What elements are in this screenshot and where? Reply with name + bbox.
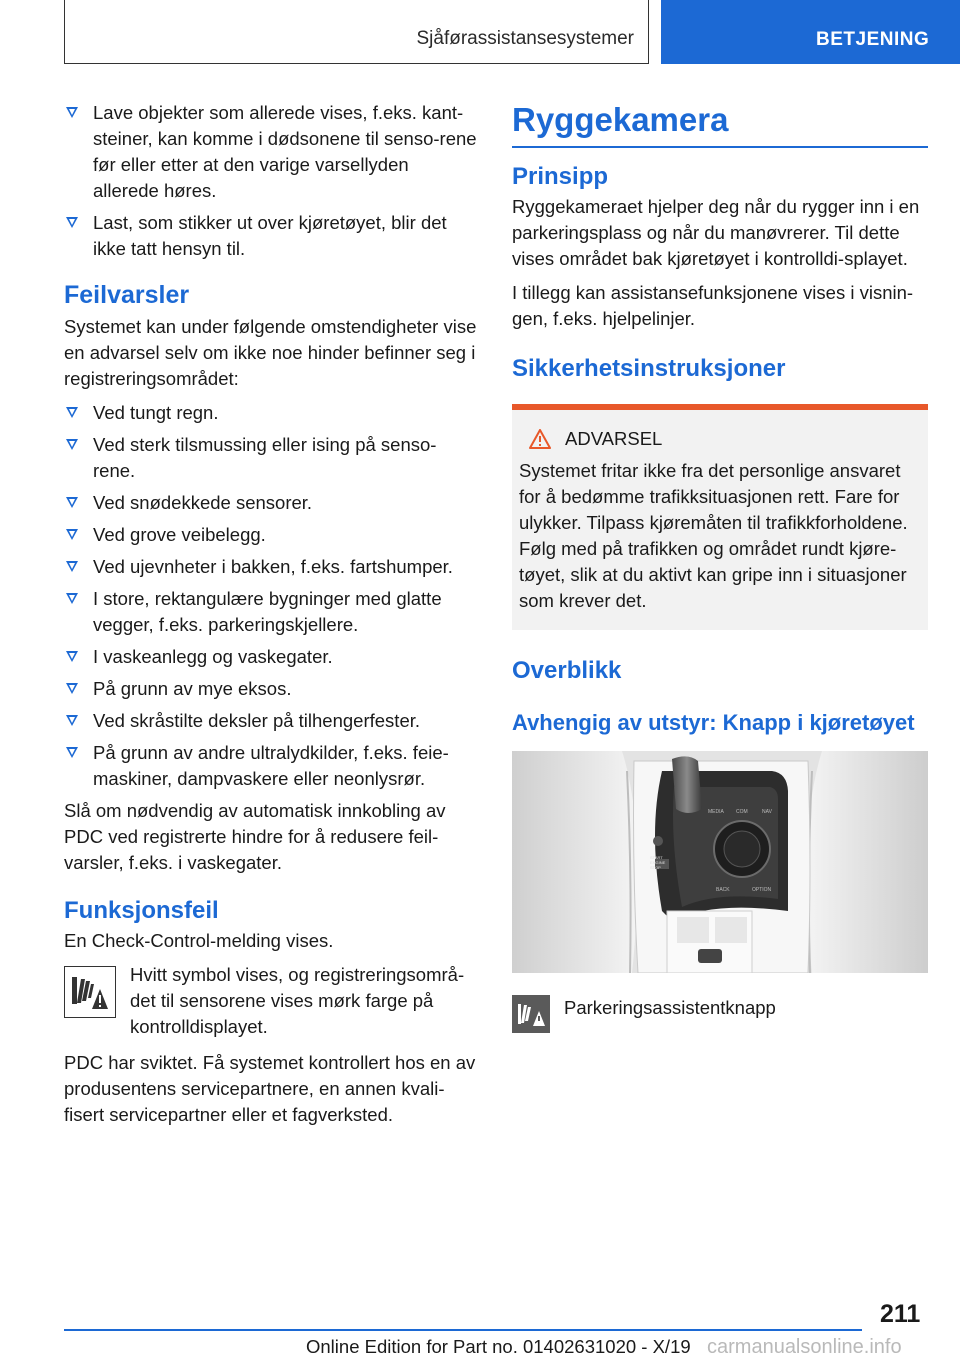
list-item: Ved grove veibelegg. [64,522,478,548]
feilvarsler-outro: Slå om nødvendig av automatisk innkobling av PDC ved registrerte hindre for å redusere feil-varsler, f.eks. i vaskegater. [64,800,446,873]
warning-triangle-icon [529,429,551,449]
page-title: Ryggekamera [512,101,729,138]
pdc-failed-text: PDC har sviktet. Få systemet kontrollert hos en av produsentens servicepartnere, en annen kvali-fisert servicepartner eller et fagverksted. [64,1052,476,1125]
header-section-box [64,0,649,64]
bullet-triangle-icon [66,683,78,694]
header-chapter-box [661,0,960,64]
photo-label-start-stop: START ENGINE STOP [650,854,666,870]
photo-label-back: BACK [716,886,730,893]
header-section-title: Sjåførassistansesystemer [416,28,634,49]
list-item: Ved tungt regn. [64,400,478,426]
list-item: Last, som stikker ut over kjøretøyet, blir det ikke tatt hensyn til. [64,210,478,262]
bullet-triangle-icon [66,439,78,450]
right-column [512,100,928,1043]
photo-label-media: MEDIA [708,808,724,815]
photo-label-com: COM [736,808,748,815]
symbol-text: Hvitt symbol vises, og registreringsområ-det til sensorene vises mørk farge på kontrolldisplayet. [130,964,465,1037]
sikkerhet-heading: Sikkerhetsinstruksjoner [512,354,786,382]
list-item: Ved skråstilte deksler på tilhengerfester. [64,708,478,734]
prinsipp-paragraph-2: I tillegg kan assistansefunksjonene vises i visnin-gen, f.eks. hjelpelinjer. [512,281,914,329]
footer-divider [64,1329,862,1331]
warning-title: ADVARSEL [565,427,663,449]
button-legend [512,991,928,1033]
funksjonsfeil-heading: Funksjonsfeil [64,897,219,924]
list-item: Ved sterk tilsmussing eller ising på senso-rene. [64,432,478,484]
list-item: Lave objekter som allerede vises, f.eks. kant-steiner, kan komme i dødsonene til senso-rene før eller etter at den varige varsellyden allerede høres. [64,100,478,204]
list-item: På grunn av mye eksos. [64,676,478,702]
feilvarsler-intro: Systemet kan under følgende omstendigheter vise en advarsel selv om ikke noe hinder befinner seg i registreringsområdet: [64,316,477,389]
page-number: 211 [880,1300,921,1328]
list-item: Ved ujevnheter i bakken, f.eks. fartshumper. [64,554,478,580]
list-item: I vaskeanlegg og vaskegater. [64,644,478,670]
warning-box [512,404,928,630]
bullet-triangle-icon [66,561,78,572]
bullet-triangle-icon [66,651,78,662]
header-chapter-title: BETJENING [816,29,930,50]
pdc-warning-icon [64,966,116,1018]
list-item: På grunn av andre ultralydkilder, f.eks. feie-maskiner, dampvaskere eller neonlysrør. [64,740,478,792]
prinsipp-paragraph-1: Ryggekameraet hjelper deg når du rygger inn i en parkeringsplass og når du manøvrerer. Til dette vises området bak kjøretøyet i kontrolldi-splayet. [512,195,920,269]
bullet-triangle-icon [66,407,78,418]
overblikk-heading: Overblikk [512,656,622,684]
utstyr-heading: Avhengig av utstyr: Knapp i kjøretøyet [512,709,915,735]
prinsipp-heading: Prinsipp [512,162,609,190]
photo-label-nav: NAV [762,808,772,815]
watermark: carmanualsonline.info [707,1336,902,1358]
bullet-triangle-icon [66,497,78,508]
bullet-triangle-icon [66,593,78,604]
bullet-triangle-icon [66,747,78,758]
button-caption: Parkeringsassistentknapp [564,996,776,1018]
center-console-photo [512,751,928,973]
funksjonsfeil-text: En Check-Control-melding vises. [64,930,334,951]
bullet-triangle-icon [66,715,78,726]
warning-header [519,428,920,450]
bullet-triangle-icon [66,217,78,228]
warning-text: Systemet fritar ikke fra det personlige ansvaret for å bedømme trafikksituasjonen rett. Fare for ulykker. Tilpass kjøremåten til trafikkforholdene. Følg med på trafikken og området rundt kjøre-tøyet, slik at du aktivt kan gripe inn i situasjoner som krever det. [519,459,908,611]
parking-assistant-button-icon [512,995,550,1033]
feilvarsler-heading: Feilvarsler [64,281,190,309]
left-column [64,100,478,1136]
title-divider [512,146,928,148]
footer-edition: Online Edition for Part no. 01402631020 - X/19 [306,1336,691,1357]
list-item: Ved snødekkede sensorer. [64,490,478,516]
bullet-triangle-icon [66,107,78,118]
symbol-explanation [64,962,478,1040]
list-item: I store, rektangulære bygninger med glatte vegger, f.eks. parkeringskjellere. [64,586,478,638]
photo-label-option: OPTION [752,886,772,893]
bullet-triangle-icon [66,529,78,540]
